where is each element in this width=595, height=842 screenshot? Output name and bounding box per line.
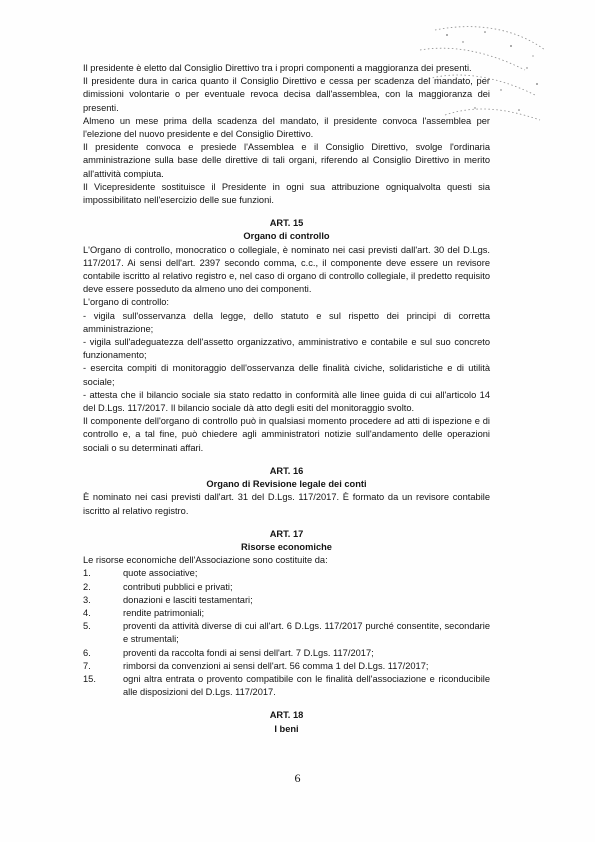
article-number: ART. 15 [269,218,304,229]
paragraph: Il Vicepresidente sostituisce il Presidente in ogni sua attribuzione ogniqualvolta questi sia impossibilitato nell'esercizio delle sue funzioni. [83,181,490,206]
paragraph: Almeno un mese prima della scadenza del mandato, il presidente convoca l'assemblea per l'elezione del nuovo presidente e del Consiglio Direttivo. [83,115,490,140]
article-number: ART. 16 [269,465,304,476]
article-title: Organo di controllo [243,231,330,242]
art16-section [83,465,490,518]
president-section [83,62,490,207]
paragraph: - attesta che il bilancio sociale sia stato redatto in conformità alle linee guida di cui all'articolo 14 del D.Lgs. 117/2017. Il bilancio sociale dà atto degli esiti del monitoraggio svolto. [83,389,490,414]
paragraph: Il presidente è eletto dal Consiglio Direttivo tra i propri componenti a maggioranza dei presenti. [83,63,472,73]
paragraph: Le risorse economiche dell'Associazione sono costituite da: [83,555,328,566]
article-number: ART. 17 [269,528,304,539]
paragraph: L'organo di controllo: [83,297,170,308]
list-item-number: 3. [83,594,91,605]
list-item [83,594,490,607]
list-item-number: 15. [83,673,96,684]
list-item [83,581,490,594]
list-item-number: 6. [83,647,91,658]
list-item [83,647,490,660]
article-title: Organo di Revisione legale dei conti [206,479,367,490]
list-item-number: 4. [83,607,91,618]
list-item-text: donazioni e lasciti testamentari; [123,594,253,605]
list-item-text: proventi da attività diverse di cui all'art. 6 D.Lgs. 117/2017 purché consentite, secondarie e strumentali; [123,621,490,645]
list-item-text: ogni altra entrata o provento compatibile con le finalità dell'associazione e riconducibile alle disposizioni del D.Lgs. 117/2017. [123,673,490,698]
list-item-text: proventi da raccolta fondi ai sensi dell'art. 7 D.Lgs. 117/2017; [123,647,374,658]
list-item [83,620,490,646]
resources-list [83,567,490,699]
paragraph: È nominato nei casi previsti dall'art. 31 del D.Lgs. 117/2017. È formato da un revisore contabile iscritto al relativo registro. [83,492,490,516]
list-item [83,607,490,620]
list-item-number: 7. [83,660,91,671]
article-number: ART. 18 [269,710,304,721]
list-item-text: rimborsi da convenzioni ai sensi dell'art. 56 comma 1 del D.Lgs. 117/2017; [123,660,429,671]
list-item-text: quote associative; [123,568,198,579]
list-item-text: contributi pubblici e privati; [123,581,233,592]
art15-section [83,217,490,455]
paragraph: - vigila sull'adeguatezza dell'assetto organizzativo, amministrativo e contabile e sul suo concreto funzionamento; [83,337,490,361]
page-number: 6 [294,771,301,785]
article-title: I beni [274,723,299,734]
list-item-text: rendite patrimoniali; [123,607,205,618]
paragraph: Il presidente convoca e presiede l'Assemblea e il Consiglio Direttivo, svolge l'ordinaria amministrazione sulla base delle direttive di tali organi, riferendo al Consiglio Direttivo in merito all'attività compiuta. [83,142,490,179]
paragraph: Il componente dell'organo di controllo può in qualsiasi momento procedere ad atti di ispezione e di controllo e, a tal fine, può chiedere agli amministratori notizie sull'andamento delle operazioni sociali o su determinati affari. [83,416,490,453]
paragraph: - esercita compiti di monitoraggio dell'osservanza delle finalità civiche, solidaristiche e di utilità sociale; [83,363,490,387]
list-item-number: 5. [83,621,91,632]
list-item [83,567,490,580]
art17-section [83,528,490,700]
list-item-number: 1. [83,568,91,579]
page-content [83,62,490,736]
paragraph: - vigila sull'osservanza della legge, dello statuto e sul rispetto dei principi di corretta amministrazione; [83,310,490,334]
list-item-number: 2. [83,581,91,592]
paragraph: L'Organo di controllo, monocratico o collegiale, è nominato nei casi previsti dall'art. 30 del D.Lgs. 117/2017. Ai sensi dell'art. 2397 secondo comma, c.c., il componente deve essere un revisore contabile iscritto al relativo registro e, nel caso di organo di controllo collegiale, il predetto requisito deve essere posseduto da almeno uno dei componenti. [83,244,490,295]
list-item [83,660,490,673]
article-title: Risorse economiche [241,541,332,552]
list-item [83,673,490,699]
paragraph: Il presidente dura in carica quanto il Consiglio Direttivo e cessa per scadenza del mandato, per dimissioni volontarie o per eventuale revoca decisa dall'assemblea, con la maggioranza dei presenti. [83,76,490,113]
art18-section [83,709,490,735]
